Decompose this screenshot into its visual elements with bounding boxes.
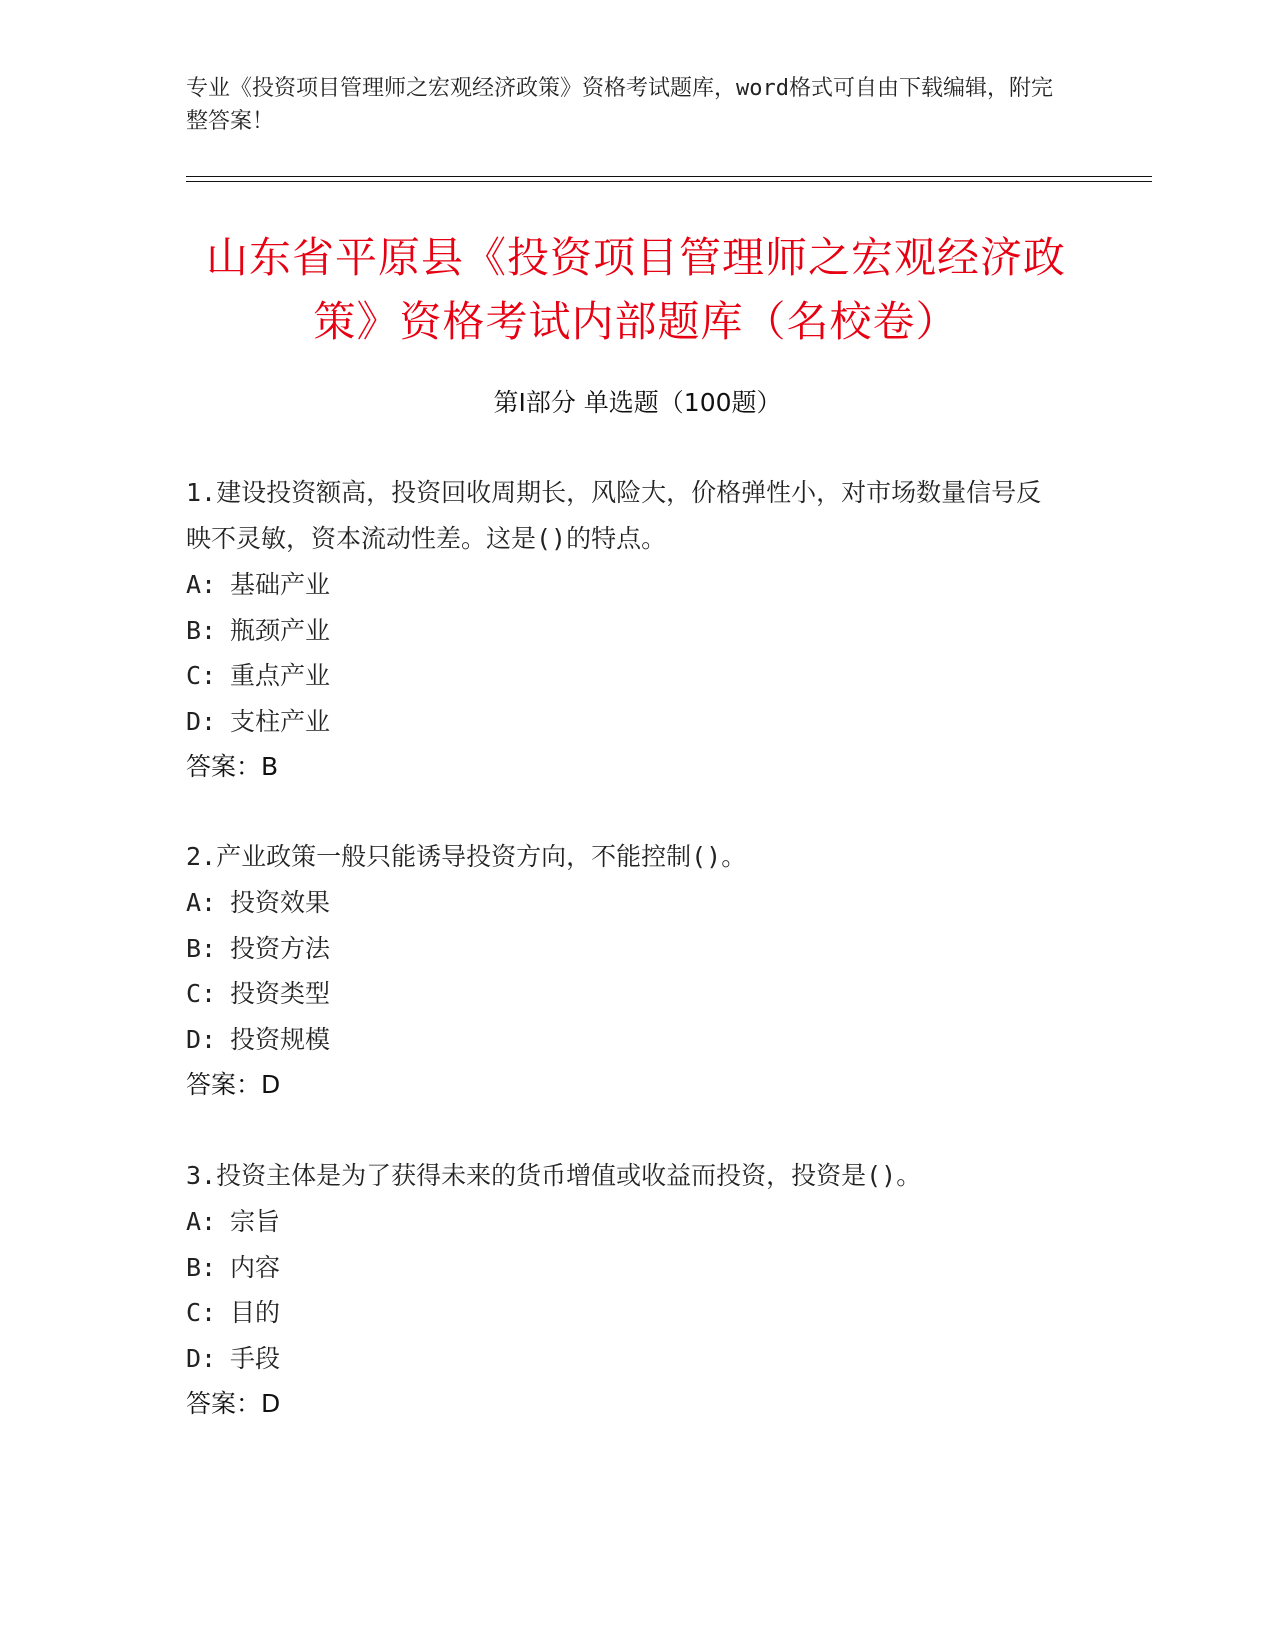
question-stem: 3.投资主体是为了获得未来的货币增值或收益而投资，投资是()。	[186, 1161, 922, 1190]
option-b	[186, 926, 1066, 972]
option-text: 内容	[230, 1252, 281, 1282]
question-stem: 1.建设投资额高，投资回收周期长，风险大，价格弹性小，对市场数量信号反映不灵敏，资本流动性差。这是()的特点。	[186, 478, 1042, 553]
answer: 答案：D	[186, 1070, 281, 1099]
option-d	[186, 1017, 1066, 1063]
option-key: D:	[186, 706, 217, 736]
option-text: 基础产业	[230, 570, 331, 599]
option-key: B:	[186, 1252, 217, 1282]
option-text: 投资效果	[230, 888, 331, 917]
option-a	[186, 880, 1066, 926]
option-key: D:	[186, 1343, 217, 1373]
option-c	[186, 653, 1066, 699]
option-text: 宗旨	[230, 1207, 281, 1236]
option-text: 目的	[230, 1298, 281, 1327]
option-text: 瓶颈产业	[230, 615, 331, 645]
option-c	[186, 971, 1066, 1017]
option-d	[186, 699, 1066, 745]
option-text: 投资类型	[230, 979, 331, 1008]
option-text: 投资方法	[230, 933, 331, 963]
option-key: D:	[186, 1024, 217, 1054]
option-key: C:	[186, 661, 217, 690]
document-title: 山东省平原县《投资项目管理师之宏观经济政策》资格考试内部题库（名校卷）	[205, 233, 1066, 346]
question-1	[186, 470, 1066, 790]
option-b	[186, 1245, 1066, 1291]
option-key: B:	[186, 615, 217, 645]
option-key: A:	[186, 888, 217, 917]
option-text: 重点产业	[230, 661, 331, 690]
section-heading: 第Ⅰ部分 单选题（100题）	[493, 388, 782, 417]
option-a	[186, 562, 1066, 608]
option-c	[186, 1290, 1066, 1336]
answer: 答案：B	[186, 752, 279, 781]
option-d	[186, 1336, 1066, 1382]
option-key: C:	[186, 979, 217, 1008]
answer: 答案：D	[186, 1389, 281, 1418]
option-key: C:	[186, 1298, 217, 1327]
option-key: A:	[186, 570, 217, 599]
option-a	[186, 1199, 1066, 1245]
option-b	[186, 608, 1066, 654]
option-key: B:	[186, 933, 217, 963]
question-3	[186, 1153, 1066, 1427]
question-stem: 2.产业政策一般只能诱导投资方向，不能控制()。	[186, 842, 747, 871]
header-rule-bottom	[186, 181, 1152, 182]
option-text: 支柱产业	[230, 706, 331, 736]
header-note: 专业《投资项目管理师之宏观经济政策》资格考试题库，word格式可自由下载编辑，附完整答案！	[186, 76, 1053, 134]
option-key: A:	[186, 1207, 217, 1236]
header-rule-top	[186, 176, 1152, 177]
option-text: 投资规模	[230, 1024, 331, 1054]
question-2	[186, 834, 1066, 1108]
option-text: 手段	[230, 1343, 281, 1373]
